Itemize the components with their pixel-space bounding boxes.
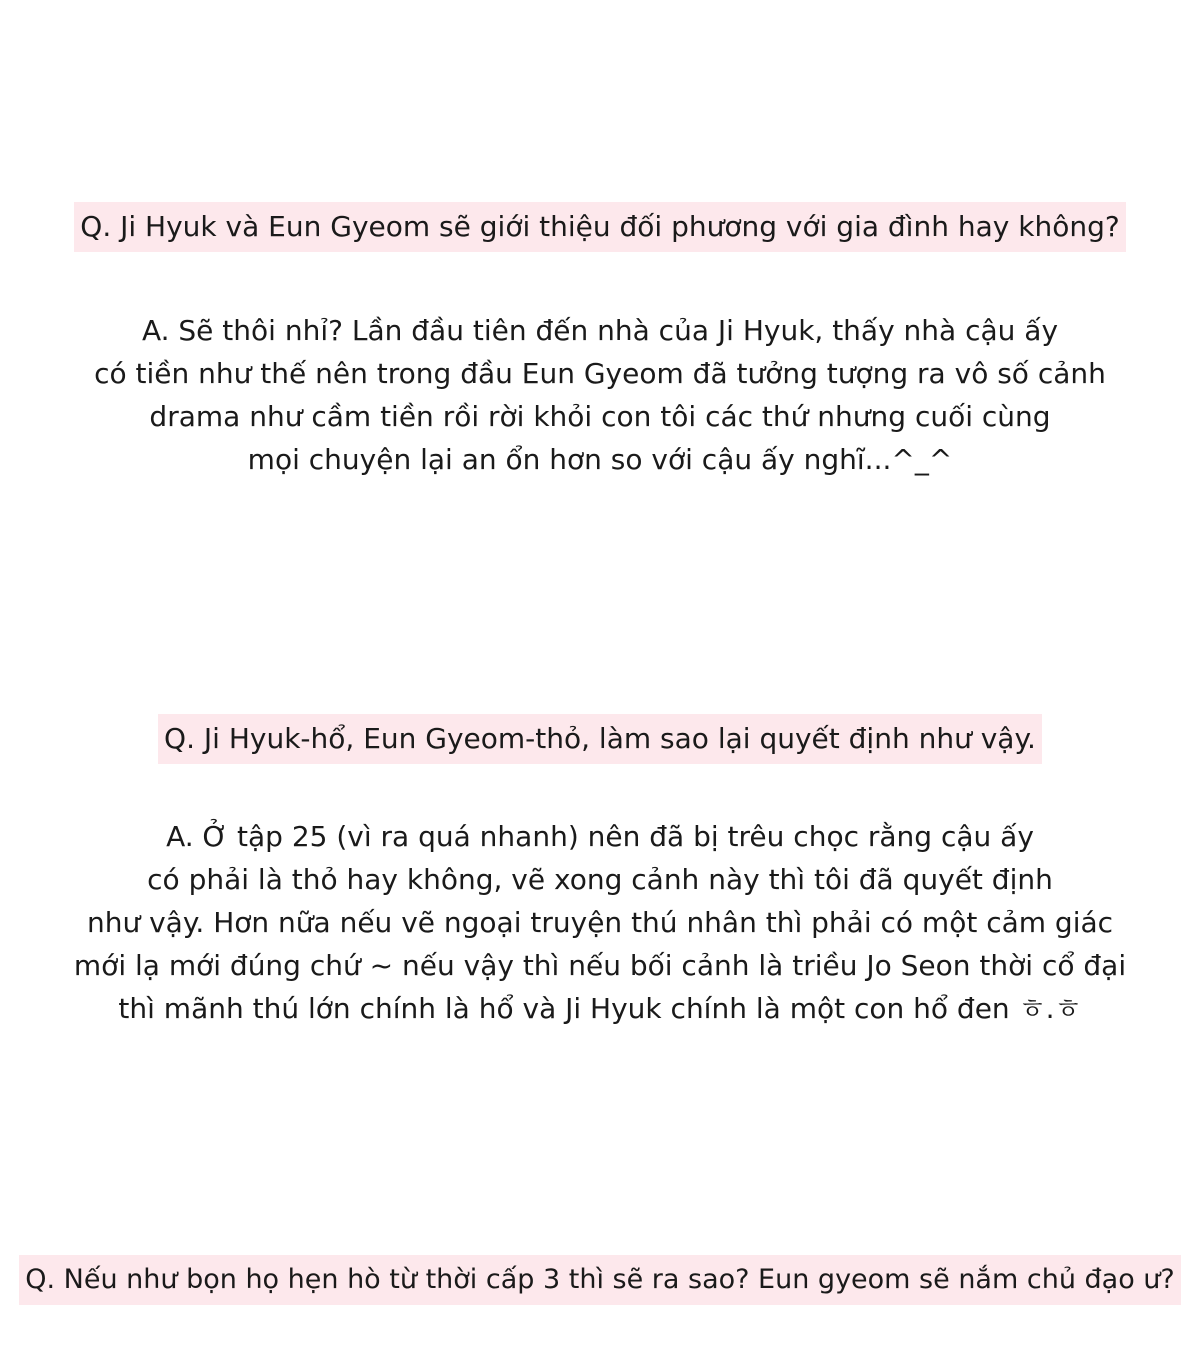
answer-2-line: có phải là thỏ hay không, vẽ xong cảnh này thì tôi đã quyết định	[147, 863, 1053, 896]
answer-1-line: A. Sẽ thôi nhỉ? Lần đầu tiên đến nhà của Ji Hyuk, thấy nhà cậu ấy	[141, 314, 1059, 347]
answer-2-line: mới lạ mới đúng chứ ~ nếu vậy thì nếu bối cảnh là triều Jo Seon thời cổ đại	[73, 949, 1127, 982]
answer-1-line: có tiền như thế nên trong đầu Eun Gyeom đã tưởng tượng ra vô số cảnh	[94, 357, 1106, 390]
question-1-text: Q. Ji Hyuk và Eun Gyeom sẽ giới thiệu đối phương với gia đình hay không?	[74, 202, 1125, 252]
answer-2-line: thì mãnh thú lớn chính là hổ và Ji Hyuk chính là một con hổ đen ㅎ.ㅎ	[118, 992, 1082, 1025]
question-3-text: Q. Nếu như bọn họ hẹn hò từ thời cấp 3 thì sẽ ra sao? Eun gyeom sẽ nắm chủ đạo ư?	[19, 1255, 1181, 1305]
answer-2-line: như vậy. Hơn nữa nếu vẽ ngoại truyện thú nhân thì phải có một cảm giác	[86, 906, 1114, 939]
answer-1	[0, 309, 1200, 481]
answer-2	[0, 815, 1200, 1030]
question-1	[0, 202, 1200, 252]
question-2	[0, 714, 1200, 764]
question-3	[0, 1255, 1200, 1305]
answer-2-line: A. Ở tập 25 (vì ra quá nhanh) nên đã bị trêu chọc rằng cậu ấy	[166, 820, 1034, 853]
answer-1-line: mọi chuyện lại an ổn hơn so với cậu ấy nghĩ...^_^	[247, 443, 953, 476]
question-2-text: Q. Ji Hyuk-hổ, Eun Gyeom-thỏ, làm sao lại quyết định như vậy.	[158, 714, 1042, 764]
answer-1-line: drama như cầm tiền rồi rời khỏi con tôi các thứ nhưng cuối cùng	[149, 400, 1051, 433]
